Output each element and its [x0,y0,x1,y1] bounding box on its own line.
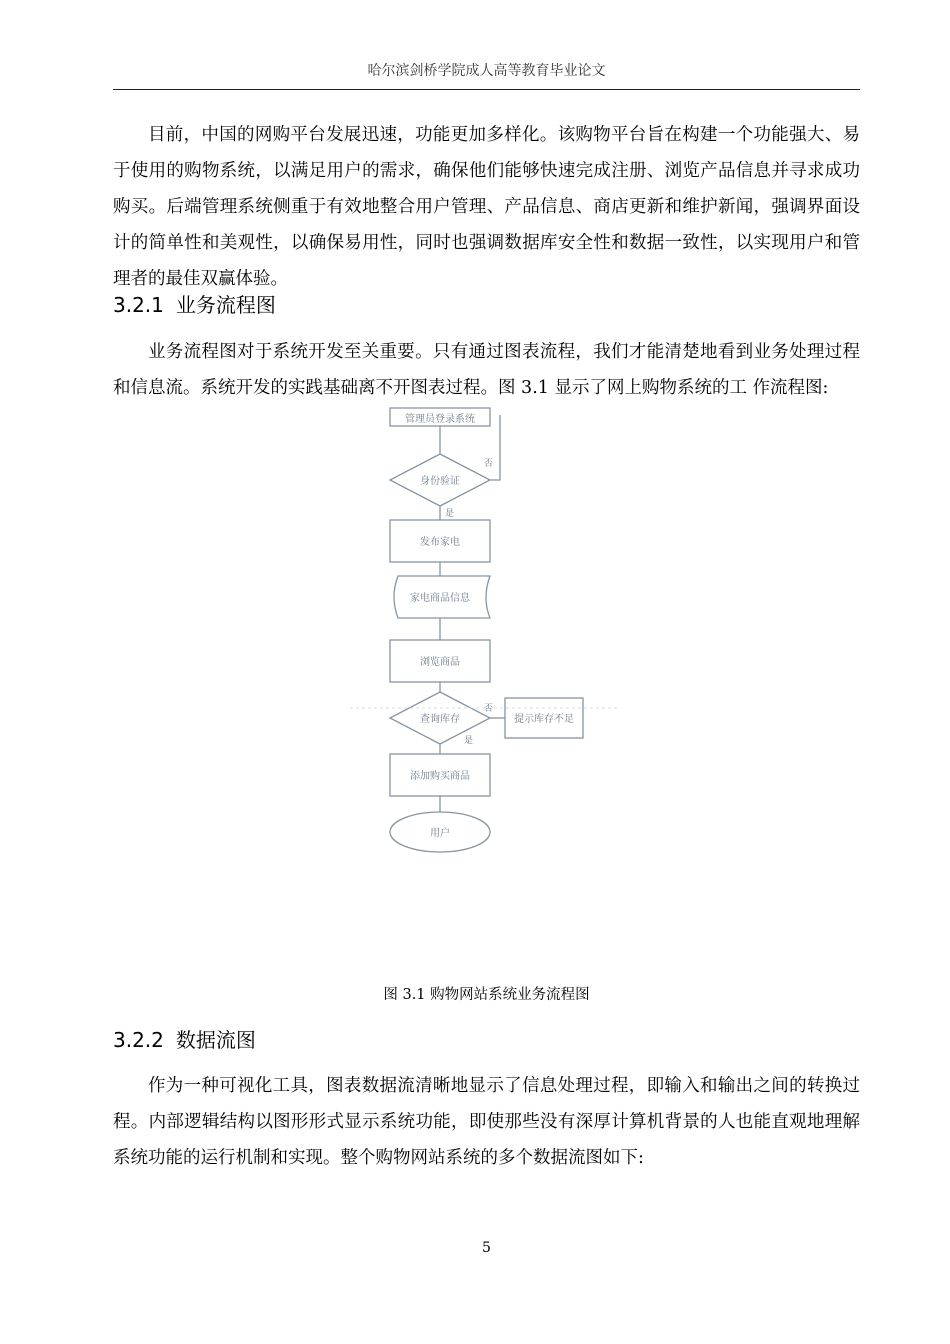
flow-label-stock-no: 否 [484,704,494,714]
running-header: 哈尔滨剑桥学院成人高等教育毕业论文 [367,63,606,79]
flow-label-stock: 查询库存 [420,714,460,725]
figure-caption: 图 3.1 购物网站系统业务流程图 [383,987,590,1003]
section-heading-3-2-1 [113,289,276,318]
header-rule [113,89,860,90]
flow-label-stock-yes: 是 [464,736,474,746]
flow-label-user: 用户 [430,828,450,839]
flow-label-browse: 浏览商品 [420,657,460,668]
flow-label-alert: 提示库存不足 [514,714,574,725]
section-number: 3.2.1 [113,293,164,317]
flow-label-add: 添加购买商品 [410,771,470,782]
section-title: 业务流程图 [175,293,276,317]
dataflow-paragraph: 作为一种可视化工具，图表数据流清晰地显示了信息处理过程，即输入和输出之间的转换过程。内部逻辑结构以图形形式显示系统功能，即使那些没有深厚计算机背景的人也能直观地理解系统功能的运行机制和实现。整个购物网站系统的多个数据流图如下: [113,1076,860,1168]
flow-label-verify-no: 否 [484,459,494,469]
flow-label-verify: 身份验证 [420,476,460,487]
flow-label-top-cut: 管理员登录系统 [405,414,475,425]
flow-label-publish: 发布家电 [420,537,460,548]
business-flowchart [350,414,620,860]
intro-paragraph: 目前，中国的网购平台发展迅速，功能更加多样化。该购物平台旨在构建一个功能强大、易于使用的购物系统，以满足用户的需求，确保他们能够快速完成注册、浏览产品信息并寻求成功购买。后端管理系统侧重于有效地整合用户管理、产品信息、商店更新和维护新闻，强调界面设计的简单性和美观性，以确保易用性，同时也强调数据库安全性和数据一致性，以实现用户和管理者的最佳双赢体验。 [113,125,860,289]
page-number: 5 [482,1240,491,1256]
flow-label-verify-yes: 是 [445,509,455,519]
section-number: 3.2.2 [113,1028,164,1052]
flow-label-info: 家电商品信息 [410,593,470,604]
section-title: 数据流图 [175,1028,256,1052]
section-heading-3-2-2 [113,1024,256,1053]
flowchart-paragraph: 业务流程图对于系统开发至关重要。只有通过图表流程，我们才能清楚地看到业务处理过程和信息流。系统开发的实践基础离不开图表过程。图 3.1 显示了网上购物系统的工 作流程图: [113,342,860,398]
